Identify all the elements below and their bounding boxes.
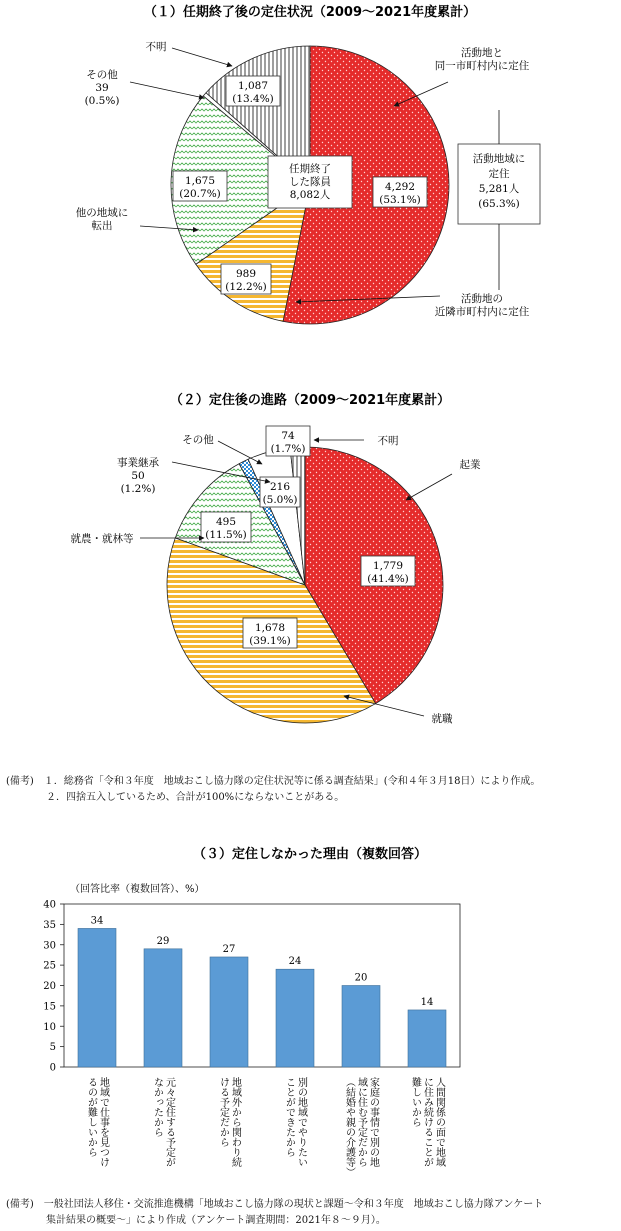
x-tick-label: ことができたから <box>283 1077 295 1157</box>
bar <box>276 969 314 1067</box>
data-label-pct: (1.7%) <box>270 443 306 455</box>
slice-label: 就職 <box>431 713 453 725</box>
bar-value-label: 20 <box>354 972 368 984</box>
slice-label: 近隣市町村内に定住 <box>434 306 530 318</box>
slice-label: 39 <box>95 82 109 94</box>
slice-label: 不明 <box>145 41 167 53</box>
slice-label: 同一市町村内に定住 <box>434 60 530 72</box>
bar-value-label: 29 <box>156 935 170 947</box>
x-tick-label: 人間関係の面で地域 <box>433 1077 445 1167</box>
slice-label: 活動地の <box>461 293 503 305</box>
slice-label: 不明 <box>377 435 399 447</box>
data-label-pct: (13.4%) <box>232 93 274 105</box>
bar <box>210 957 248 1067</box>
note-line: 集計結果の概要～」により作成（アンケート調査期間：2021年８～９月）。 <box>6 1215 386 1226</box>
x-tick-label: （結婚や親の介護等） <box>343 1077 355 1177</box>
slice-label: 50 <box>131 470 145 482</box>
y-axis-label: （回答比率（複数回答）、%） <box>70 884 205 895</box>
x-tick-label: 地域外から関わり続 <box>229 1077 241 1167</box>
note-line: (備考) 一般社団法人移住・交流推進機構「地域おこし協力隊の現状と課題～令和３年度 地域おこし協力隊アンケート <box>6 1199 544 1210</box>
center-label: 任期終了 <box>289 163 331 175</box>
slice-label: 活動地と <box>461 47 503 59</box>
bar <box>342 986 380 1068</box>
notes-source-2 <box>6 1197 543 1229</box>
bar <box>144 949 182 1067</box>
pie-chart-career <box>71 426 481 725</box>
chart3-title: （３）定住しなかった理由（複数回答） <box>192 847 428 862</box>
data-label-value: 1,087 <box>237 80 269 92</box>
pie-chart-settlement <box>76 41 540 324</box>
y-tick-label: 30 <box>43 940 56 952</box>
data-label-pct: (39.1%) <box>249 635 291 647</box>
slice-label: 起業 <box>459 459 481 471</box>
y-tick-label: 25 <box>43 960 56 972</box>
notes-source-1 <box>6 774 540 806</box>
slice-label: 他の地域に <box>75 207 129 219</box>
callout-label: (65.3%) <box>478 198 520 210</box>
y-tick-label: 0 <box>49 1062 56 1074</box>
slice-label: その他 <box>86 69 118 81</box>
x-tick-label: なかったから <box>151 1077 163 1137</box>
x-tick-label: 難しいから <box>409 1077 421 1127</box>
data-label-pct: (20.7%) <box>179 188 221 200</box>
data-label-value: 1,678 <box>254 622 286 634</box>
y-tick-label: 15 <box>43 1001 56 1013</box>
slice-label: (1.2%) <box>120 483 156 495</box>
bar-chart-reasons <box>43 882 460 1177</box>
data-label-pct: (53.1%) <box>379 194 421 206</box>
data-label-pct: (11.5%) <box>205 529 247 541</box>
data-label-value: 74 <box>281 430 295 442</box>
slice-label: その他 <box>182 434 214 446</box>
data-label-value: 1,675 <box>184 175 216 187</box>
y-tick-label: 40 <box>43 899 56 911</box>
bar-value-label: 24 <box>288 956 302 968</box>
slice-label: (0.5%) <box>84 95 120 107</box>
y-tick-label: 35 <box>43 919 56 931</box>
leader-arrow <box>130 82 204 98</box>
slice-label: 就農・就林等 <box>70 533 134 545</box>
note-line: ２．四捨五入しているため、合計が100%にならないことがある。 <box>6 792 345 803</box>
callout-label: 定住 <box>488 168 510 180</box>
y-tick-label: 20 <box>43 981 56 992</box>
y-tick-label: 10 <box>43 1021 56 1033</box>
leader-arrow <box>406 474 452 500</box>
data-label-value: 495 <box>215 516 237 528</box>
callout-label: 5,281人 <box>478 183 520 195</box>
data-label-value: 4,292 <box>384 181 416 193</box>
chart1-title: （１）任期終了後の定住状況（2009～2021年度累計） <box>143 5 477 20</box>
bar <box>78 928 116 1067</box>
data-label-pct: (12.2%) <box>225 281 267 293</box>
note-line: (備考) １．総務省「令和３年度 地域おこし協力隊の定住状況等に係る調査結果」(令和４年３月18日）により作成。 <box>6 776 541 787</box>
data-label-value: 1,779 <box>372 560 404 572</box>
bar-value-label: 14 <box>420 996 434 1008</box>
bar-value-label: 27 <box>222 943 236 955</box>
x-tick-label: 家庭の事情で別の地 <box>367 1077 379 1167</box>
x-tick-label: 元々定住する予定が <box>163 1077 175 1167</box>
plot-frame <box>64 904 460 1067</box>
leader-arrow <box>218 441 262 464</box>
bar <box>408 1010 446 1067</box>
bar-value-label: 34 <box>90 915 104 927</box>
chart2-title: （２）定住後の進路（2009～2021年度累計） <box>169 393 451 408</box>
leader-arrow <box>172 48 232 66</box>
y-tick-label: 5 <box>49 1042 56 1054</box>
center-label: した隊員 <box>289 176 331 188</box>
x-tick-label: 地域で仕事を見つけ <box>97 1077 109 1167</box>
x-tick-label: 域に住む予定だから <box>355 1077 367 1167</box>
x-tick-label: 別の地域でやりたい <box>295 1077 307 1167</box>
slice-label: 事業継承 <box>117 457 159 469</box>
center-label: 8,082人 <box>289 189 331 201</box>
data-label-pct: (41.4%) <box>367 573 409 585</box>
x-tick-label: に住み続けることが <box>421 1077 433 1167</box>
x-tick-label: ける予定だから <box>217 1077 229 1147</box>
callout-label: 活動地域に <box>472 153 526 165</box>
slice-label: 転出 <box>91 220 113 232</box>
data-label-pct: (5.0%) <box>262 494 298 506</box>
data-label-value: 989 <box>235 268 257 280</box>
data-label-value: 216 <box>269 481 291 493</box>
x-tick-label: るのが難しいから <box>85 1077 97 1157</box>
